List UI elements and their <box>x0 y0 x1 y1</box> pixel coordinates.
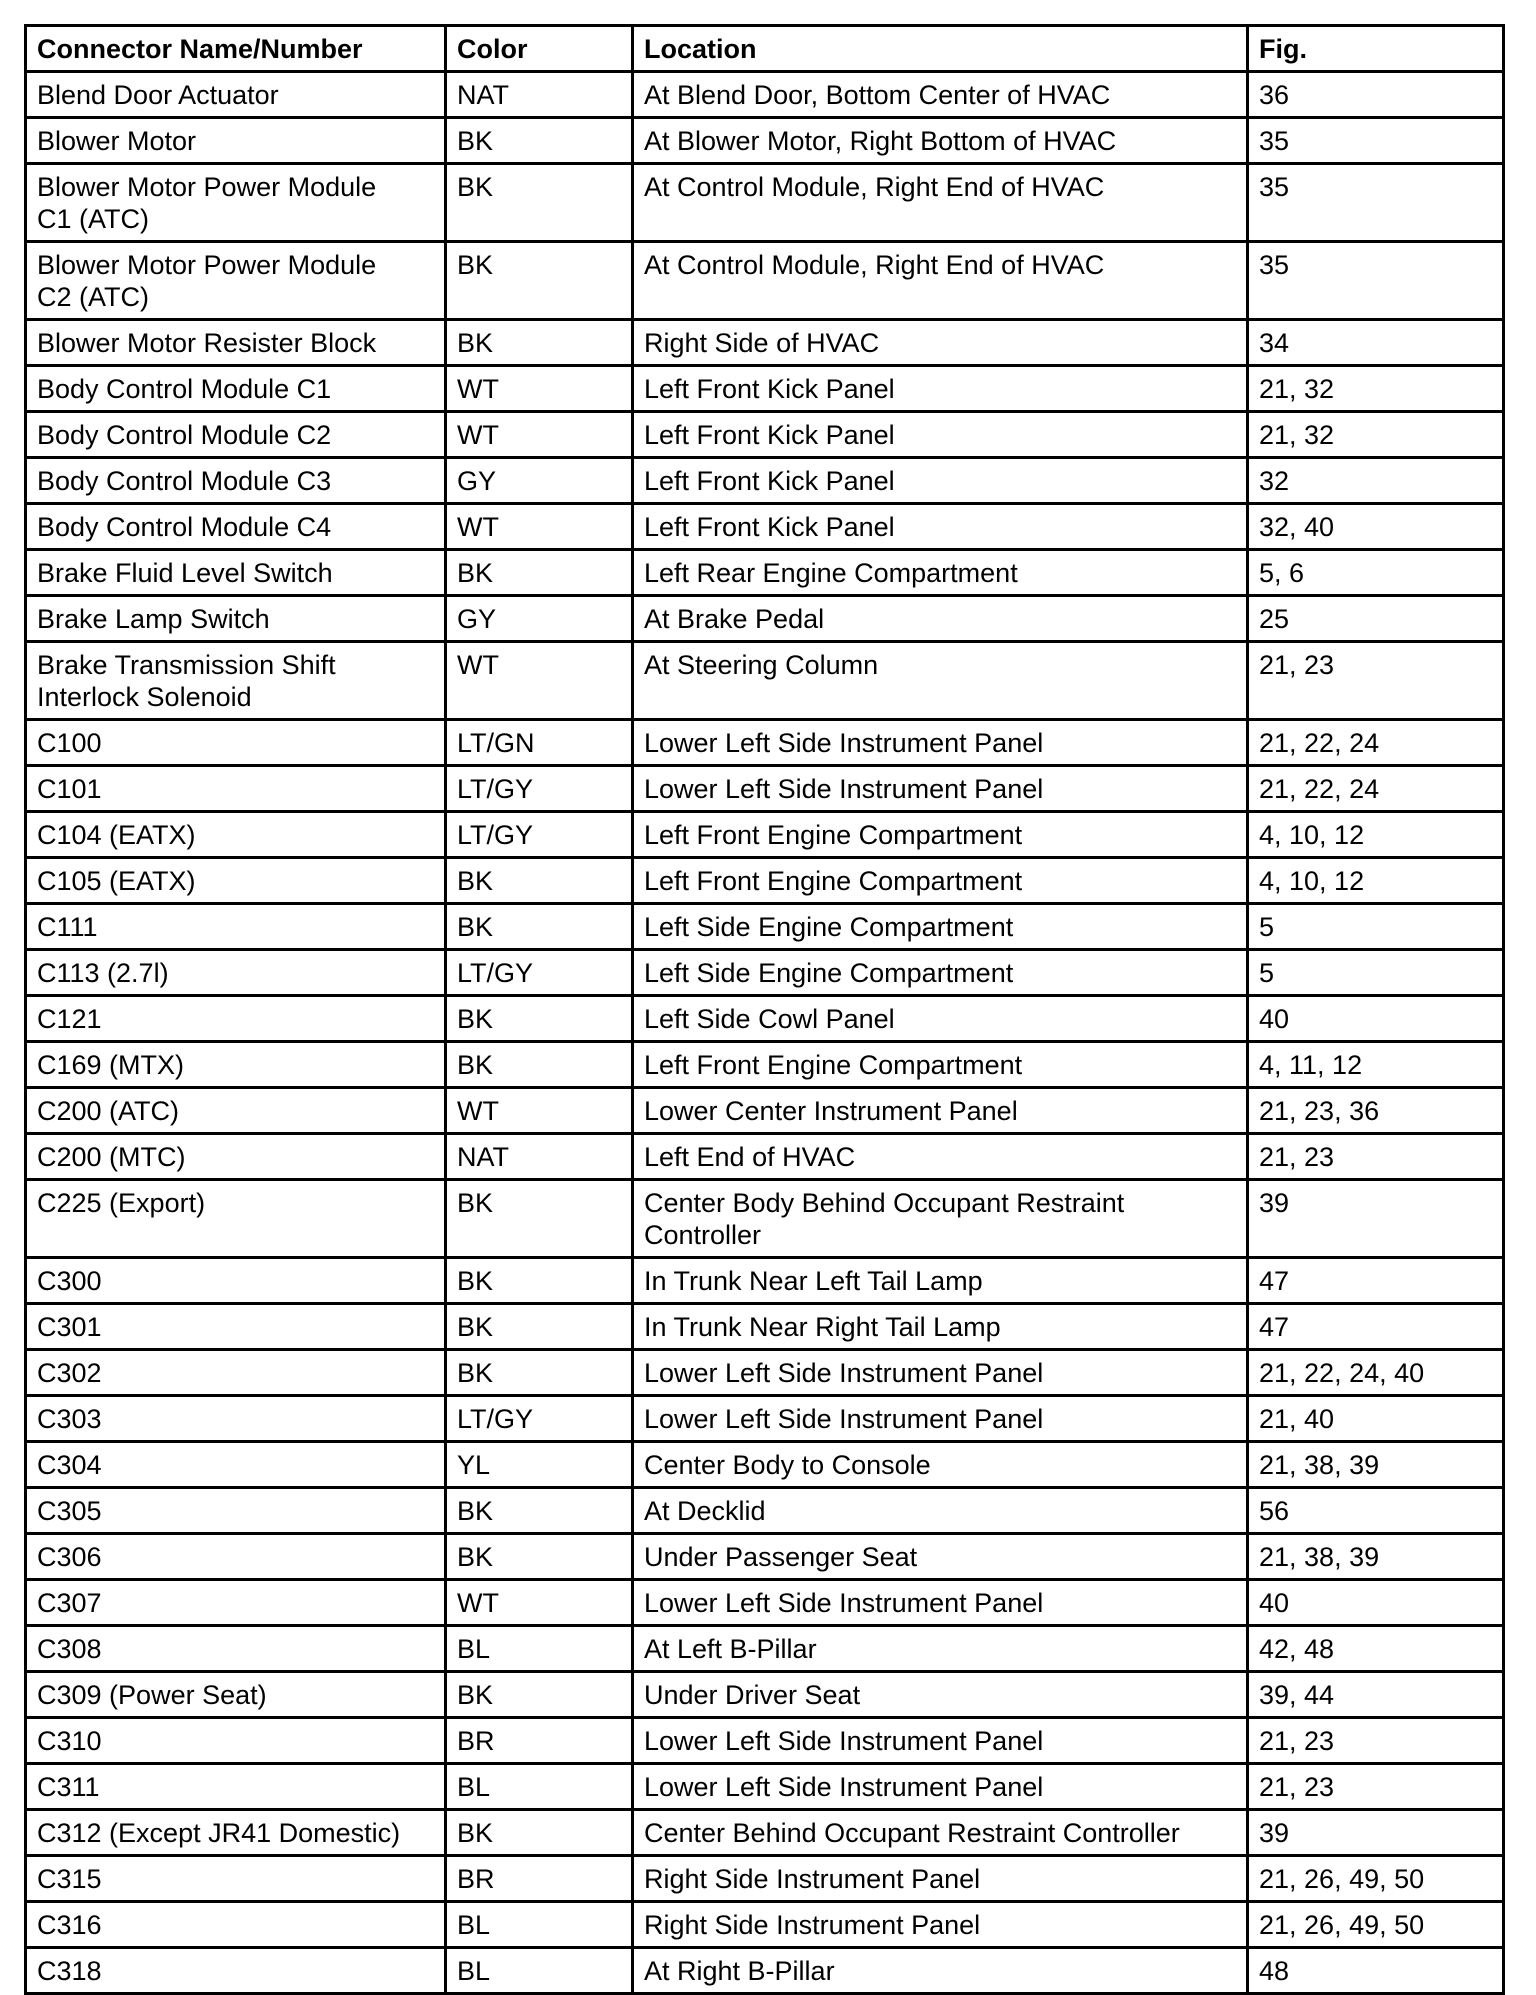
cell-fig: 32 <box>1248 458 1504 504</box>
cell-color: WT <box>446 1088 633 1134</box>
cell-color: BL <box>446 1948 633 1994</box>
cell-color: LT/GY <box>446 1396 633 1442</box>
table-row <box>26 1442 1504 1488</box>
cell-color: BK <box>446 996 633 1042</box>
cell-connector-name: C121 <box>26 996 446 1042</box>
cell-connector-name: C105 (EATX) <box>26 858 446 904</box>
cell-connector-name: Brake Lamp Switch <box>26 596 446 642</box>
cell-fig: 21, 23 <box>1248 1764 1504 1810</box>
table-row <box>26 596 1504 642</box>
cell-color: WT <box>446 642 633 720</box>
cell-fig: 5 <box>1248 904 1504 950</box>
cell-fig: 21, 23 <box>1248 642 1504 720</box>
table-row <box>26 1304 1504 1350</box>
cell-location: At Right B-Pillar <box>633 1948 1248 1994</box>
table-row <box>26 1856 1504 1902</box>
cell-location: Left Front Kick Panel <box>633 412 1248 458</box>
cell-connector-name: C316 <box>26 1902 446 1948</box>
cell-location: Center Behind Occupant Restraint Controller <box>633 1810 1248 1856</box>
cell-color: LT/GN <box>446 720 633 766</box>
table-header-row <box>26 26 1504 72</box>
table-row <box>26 1810 1504 1856</box>
cell-fig: 4, 10, 12 <box>1248 812 1504 858</box>
cell-fig: 39 <box>1248 1810 1504 1856</box>
cell-color: BK <box>446 904 633 950</box>
cell-location: At Blend Door, Bottom Center of HVAC <box>633 72 1248 118</box>
cell-color: BK <box>446 1304 633 1350</box>
cell-fig: 5, 6 <box>1248 550 1504 596</box>
cell-connector-name: C303 <box>26 1396 446 1442</box>
cell-location: Right Side of HVAC <box>633 320 1248 366</box>
cell-connector-name: C300 <box>26 1258 446 1304</box>
cell-color: GY <box>446 458 633 504</box>
table-row <box>26 766 1504 812</box>
cell-color: BR <box>446 1856 633 1902</box>
header-color: Color <box>446 26 633 72</box>
cell-color: BL <box>446 1902 633 1948</box>
cell-location: At Control Module, Right End of HVAC <box>633 242 1248 320</box>
cell-fig: 39 <box>1248 1180 1504 1258</box>
cell-color: WT <box>446 366 633 412</box>
cell-fig: 21, 23 <box>1248 1134 1504 1180</box>
table-row <box>26 996 1504 1042</box>
cell-color: WT <box>446 1580 633 1626</box>
cell-location: Left Front Engine Compartment <box>633 858 1248 904</box>
cell-location: Left Front Kick Panel <box>633 458 1248 504</box>
table-row <box>26 118 1504 164</box>
table-row <box>26 1672 1504 1718</box>
table-row <box>26 1088 1504 1134</box>
cell-color: NAT <box>446 72 633 118</box>
cell-color: BK <box>446 1810 633 1856</box>
cell-location: Left Front Engine Compartment <box>633 1042 1248 1088</box>
cell-fig: 34 <box>1248 320 1504 366</box>
cell-color: GY <box>446 596 633 642</box>
cell-location: At Brake Pedal <box>633 596 1248 642</box>
cell-fig: 32, 40 <box>1248 504 1504 550</box>
cell-color: BK <box>446 320 633 366</box>
header-location: Location <box>633 26 1248 72</box>
cell-connector-name: C100 <box>26 720 446 766</box>
table-row <box>26 1488 1504 1534</box>
cell-fig: 21, 23, 36 <box>1248 1088 1504 1134</box>
cell-location: At Control Module, Right End of HVAC <box>633 164 1248 242</box>
cell-connector-name: Body Control Module C4 <box>26 504 446 550</box>
cell-fig: 42, 48 <box>1248 1626 1504 1672</box>
cell-fig: 4, 11, 12 <box>1248 1042 1504 1088</box>
cell-connector-name: C111 <box>26 904 446 950</box>
cell-fig: 21, 32 <box>1248 366 1504 412</box>
cell-color: BK <box>446 242 633 320</box>
table-row <box>26 458 1504 504</box>
cell-fig: 47 <box>1248 1258 1504 1304</box>
cell-connector-name: Brake Transmission Shift Interlock Solenoid <box>26 642 446 720</box>
cell-connector-name: Body Control Module C1 <box>26 366 446 412</box>
cell-connector-name: Body Control Module C3 <box>26 458 446 504</box>
cell-location: Left Side Engine Compartment <box>633 950 1248 996</box>
cell-connector-name: C304 <box>26 1442 446 1488</box>
connector-table <box>24 24 1505 1995</box>
cell-connector-name: Blower Motor Power Module C2 (ATC) <box>26 242 446 320</box>
cell-location: Under Driver Seat <box>633 1672 1248 1718</box>
cell-fig: 21, 32 <box>1248 412 1504 458</box>
table-row <box>26 412 1504 458</box>
cell-connector-name: Body Control Module C2 <box>26 412 446 458</box>
cell-connector-name: C104 (EATX) <box>26 812 446 858</box>
table-row <box>26 1948 1504 1994</box>
cell-fig: 21, 22, 24, 40 <box>1248 1350 1504 1396</box>
cell-location: Lower Center Instrument Panel <box>633 1088 1248 1134</box>
cell-connector-name: C311 <box>26 1764 446 1810</box>
cell-fig: 21, 26, 49, 50 <box>1248 1856 1504 1902</box>
cell-connector-name: C225 (Export) <box>26 1180 446 1258</box>
cell-location: At Blower Motor, Right Bottom of HVAC <box>633 118 1248 164</box>
cell-connector-name: C307 <box>26 1580 446 1626</box>
cell-location: Lower Left Side Instrument Panel <box>633 1396 1248 1442</box>
cell-color: NAT <box>446 1134 633 1180</box>
cell-location: Left Front Kick Panel <box>633 504 1248 550</box>
cell-fig: 21, 38, 39 <box>1248 1442 1504 1488</box>
cell-color: BK <box>446 1672 633 1718</box>
table-row <box>26 1258 1504 1304</box>
cell-color: BK <box>446 550 633 596</box>
table-row <box>26 1626 1504 1672</box>
table-row <box>26 320 1504 366</box>
cell-fig: 25 <box>1248 596 1504 642</box>
table-row <box>26 1534 1504 1580</box>
cell-color: LT/GY <box>446 812 633 858</box>
cell-location: At Steering Column <box>633 642 1248 720</box>
cell-fig: 35 <box>1248 118 1504 164</box>
table-row <box>26 1718 1504 1764</box>
cell-location: Left End of HVAC <box>633 1134 1248 1180</box>
cell-location: Lower Left Side Instrument Panel <box>633 1580 1248 1626</box>
cell-location: Right Side Instrument Panel <box>633 1902 1248 1948</box>
table-row <box>26 164 1504 242</box>
cell-color: BR <box>446 1718 633 1764</box>
cell-color: BK <box>446 1534 633 1580</box>
table-row <box>26 1396 1504 1442</box>
cell-color: BK <box>446 1488 633 1534</box>
cell-location: In Trunk Near Right Tail Lamp <box>633 1304 1248 1350</box>
cell-location: Lower Left Side Instrument Panel <box>633 720 1248 766</box>
table-row <box>26 1902 1504 1948</box>
cell-location: Center Body to Console <box>633 1442 1248 1488</box>
table-row <box>26 504 1504 550</box>
cell-fig: 21, 38, 39 <box>1248 1534 1504 1580</box>
cell-fig: 21, 23 <box>1248 1718 1504 1764</box>
table-row <box>26 720 1504 766</box>
cell-fig: 21, 22, 24 <box>1248 720 1504 766</box>
cell-color: BK <box>446 118 633 164</box>
table-row <box>26 550 1504 596</box>
cell-fig: 21, 26, 49, 50 <box>1248 1902 1504 1948</box>
cell-color: BK <box>446 1180 633 1258</box>
cell-location: Right Side Instrument Panel <box>633 1856 1248 1902</box>
cell-fig: 4, 10, 12 <box>1248 858 1504 904</box>
cell-fig: 21, 40 <box>1248 1396 1504 1442</box>
table-row <box>26 950 1504 996</box>
cell-location: In Trunk Near Left Tail Lamp <box>633 1258 1248 1304</box>
cell-connector-name: C306 <box>26 1534 446 1580</box>
cell-color: BL <box>446 1626 633 1672</box>
cell-color: BK <box>446 1350 633 1396</box>
cell-location: Lower Left Side Instrument Panel <box>633 766 1248 812</box>
cell-location: At Left B-Pillar <box>633 1626 1248 1672</box>
cell-location: Left Front Engine Compartment <box>633 812 1248 858</box>
cell-connector-name: C101 <box>26 766 446 812</box>
cell-connector-name: Blower Motor Power Module C1 (ATC) <box>26 164 446 242</box>
header-fig: Fig. <box>1248 26 1504 72</box>
cell-connector-name: Brake Fluid Level Switch <box>26 550 446 596</box>
cell-fig: 39, 44 <box>1248 1672 1504 1718</box>
cell-fig: 47 <box>1248 1304 1504 1350</box>
cell-connector-name: C302 <box>26 1350 446 1396</box>
cell-location: Lower Left Side Instrument Panel <box>633 1718 1248 1764</box>
cell-connector-name: C200 (ATC) <box>26 1088 446 1134</box>
table-row <box>26 242 1504 320</box>
table-body <box>26 72 1504 1994</box>
cell-fig: 21, 22, 24 <box>1248 766 1504 812</box>
cell-fig: 40 <box>1248 996 1504 1042</box>
table-row <box>26 72 1504 118</box>
cell-color: LT/GY <box>446 766 633 812</box>
header-connector-name: Connector Name/Number <box>26 26 446 72</box>
cell-connector-name: C310 <box>26 1718 446 1764</box>
cell-connector-name: C315 <box>26 1856 446 1902</box>
table-row <box>26 642 1504 720</box>
cell-connector-name: C200 (MTC) <box>26 1134 446 1180</box>
cell-location: Center Body Behind Occupant Restraint Controller <box>633 1180 1248 1258</box>
table-row <box>26 1180 1504 1258</box>
cell-location: Left Side Cowl Panel <box>633 996 1248 1042</box>
cell-connector-name: Blower Motor <box>26 118 446 164</box>
table-row <box>26 812 1504 858</box>
cell-connector-name: C312 (Except JR41 Domestic) <box>26 1810 446 1856</box>
cell-fig: 40 <box>1248 1580 1504 1626</box>
cell-connector-name: Blend Door Actuator <box>26 72 446 118</box>
cell-connector-name: C309 (Power Seat) <box>26 1672 446 1718</box>
table-row <box>26 1042 1504 1088</box>
cell-color: BK <box>446 858 633 904</box>
cell-location: Lower Left Side Instrument Panel <box>633 1350 1248 1396</box>
cell-color: BK <box>446 1042 633 1088</box>
cell-location: Lower Left Side Instrument Panel <box>633 1764 1248 1810</box>
cell-location: Left Side Engine Compartment <box>633 904 1248 950</box>
table-row <box>26 366 1504 412</box>
table-row <box>26 1134 1504 1180</box>
table-row <box>26 858 1504 904</box>
cell-fig: 48 <box>1248 1948 1504 1994</box>
table-row <box>26 1350 1504 1396</box>
table-row <box>26 904 1504 950</box>
cell-color: YL <box>446 1442 633 1488</box>
table-row <box>26 1580 1504 1626</box>
cell-color: WT <box>446 412 633 458</box>
cell-fig: 5 <box>1248 950 1504 996</box>
table-row <box>26 1764 1504 1810</box>
cell-fig: 35 <box>1248 242 1504 320</box>
cell-color: BL <box>446 1764 633 1810</box>
cell-fig: 35 <box>1248 164 1504 242</box>
cell-color: BK <box>446 1258 633 1304</box>
cell-fig: 56 <box>1248 1488 1504 1534</box>
cell-connector-name: Blower Motor Resister Block <box>26 320 446 366</box>
cell-connector-name: C318 <box>26 1948 446 1994</box>
cell-color: BK <box>446 164 633 242</box>
cell-location: Left Rear Engine Compartment <box>633 550 1248 596</box>
cell-connector-name: C305 <box>26 1488 446 1534</box>
cell-color: LT/GY <box>446 950 633 996</box>
cell-connector-name: C113 (2.7l) <box>26 950 446 996</box>
cell-connector-name: C169 (MTX) <box>26 1042 446 1088</box>
cell-location: Under Passenger Seat <box>633 1534 1248 1580</box>
cell-fig: 36 <box>1248 72 1504 118</box>
cell-connector-name: C301 <box>26 1304 446 1350</box>
cell-location: At Decklid <box>633 1488 1248 1534</box>
cell-connector-name: C308 <box>26 1626 446 1672</box>
cell-location: Left Front Kick Panel <box>633 366 1248 412</box>
cell-color: WT <box>446 504 633 550</box>
